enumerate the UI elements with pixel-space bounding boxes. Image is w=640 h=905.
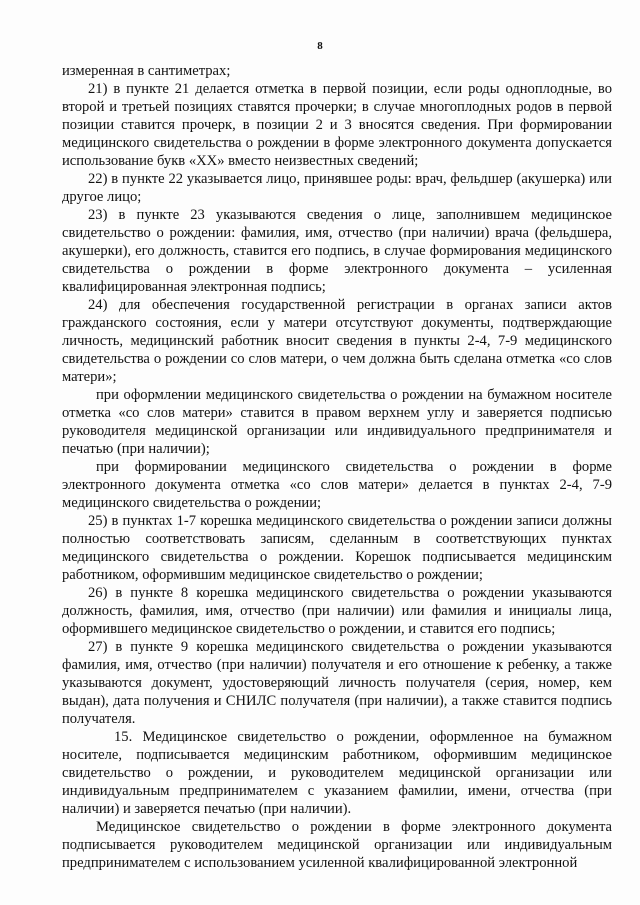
paragraph-continuation: измеренная в сантиметрах; xyxy=(62,63,231,79)
paragraph-item-26: 26) в пункте 8 корешка медицинского свидетельства о рождении указываются должность, фамилия, имя, отчество (при наличии) или фамилия и инициалы лица, оформившего медицинское свидетельство о рождении, и ставится его подпись; xyxy=(62,585,612,637)
paragraph-paper-note: при оформлении медицинского свидетельства о рождении на бумажном носителе отметка «со слов матери» ставится в правом верхнем углу и заверяется подписью руководителя медицинской организации или индивидуального предпринимателя и печатью (при наличии); xyxy=(62,387,612,457)
paragraph-section-15: 15. Медицинское свидетельство о рождении, оформленное на бумажном носителе, подписывается медицинским работником, оформившим медицинское свидетельство о рождении, и руководителем медицинской организации или индивидуальным предпринимателем с указанием фамилии, имени, отчества (при наличии) и заверяется печатью (при наличии). xyxy=(62,729,612,817)
paragraph-item-21: 21) в пункте 21 делается отметка в первой позиции, если роды одноплодные, во второй и третьей позициях ставятся прочерки; в случае многоплодных родов в первой позиции ставится прочерк, в позиции 2 и 3 вносятся сведения. При формировании медицинского свидетельства о рождении в форме электронного документа допускается использование букв «XX» вместо неизвестных сведений; xyxy=(62,81,612,169)
paragraph-item-22: 22) в пункте 22 указывается лицо, принявшее роды: врач, фельдшер (акушерка) или другое лицо; xyxy=(62,171,612,205)
paragraph-item-25: 25) в пунктах 1-7 корешка медицинского свидетельства о рождении записи должны полностью соответствовать записям, сделанным в соответствующих пунктах медицинского свидетельства о рождении. Корешок подписывается медицинским работником, оформившим медицинское свидетельство о рождении; xyxy=(62,513,612,583)
paragraph-item-27: 27) в пункте 9 корешка медицинского свидетельства о рождении указываются фамилия, имя, отчество (при наличии) получателя и его отношение к ребенку, а также указываются документ, удостоверяющий личность получателя (серия, номер, кем выдан), дата получения и СНИЛС получателя (при наличии), а также ставится подпись получателя. xyxy=(62,639,612,727)
paragraph-electronic-signature: Медицинское свидетельство о рождении в форме электронного документа подписывается руководителем медицинской организации или индивидуальным предпринимателем с использованием усиленной квалифицированной электронной xyxy=(62,819,612,871)
document-body xyxy=(62,62,612,872)
page-number: 8 xyxy=(317,40,323,52)
paragraph-electronic-note: при формировании медицинского свидетельства о рождении в форме электронного документа отметка «со слов матери» делается в пунктах 2-4, 7-9 медицинского свидетельства о рождении; xyxy=(62,459,612,511)
paragraph-item-23: 23) в пункте 23 указываются сведения о лице, заполнившем медицинское свидетельство о рождении: фамилия, имя, отчество (при наличии) врача (фельдшера, акушерки), его должность, ставится его подпись, в случае формирования медицинского свидетельства о рождении в форме электронного документа – усиленная квалифицированная электронная подпись; xyxy=(62,207,612,295)
paragraph-item-24: 24) для обеспечения государственной регистрации в органах записи актов гражданского состояния, если у матери отсутствуют документы, подтверждающие личность, медицинский работник вносит сведения в пункты 2-4, 7-9 медицинского свидетельства о рождении со слов матери, о чем должна быть сделана отметка «со слов матери»; xyxy=(62,297,612,385)
